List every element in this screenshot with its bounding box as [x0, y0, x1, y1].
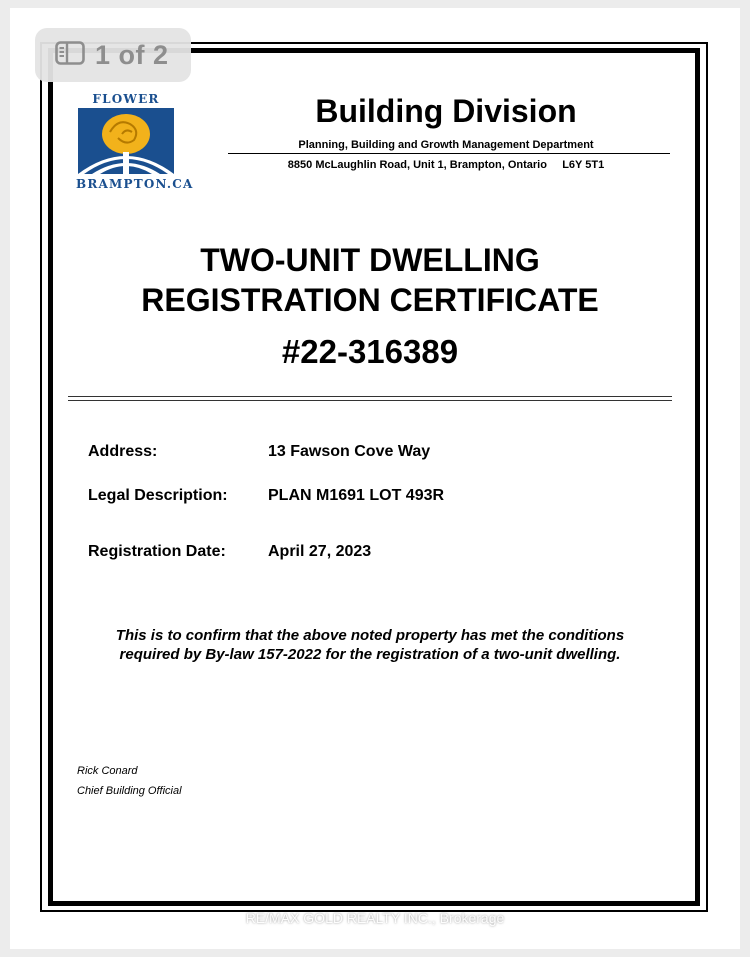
brampton-logo: [76, 92, 194, 192]
certificate-title: [60, 240, 680, 320]
certificate-number: #22-316389: [281, 333, 459, 370]
confirmation-line1: This is to confirm that the above noted property has met the conditions: [115, 627, 625, 644]
legal-description-value: PLAN M1691 LOT 493R: [268, 487, 445, 504]
registration-date-label: Registration Date:: [88, 543, 226, 560]
header-address: 8850 McLaughlin Road, Unit 1, Brampton, Ontario L6Y 5T1: [287, 159, 605, 171]
address-value: 13 Fawson Cove Way: [268, 443, 431, 460]
certificate-title-line2: REGISTRATION CERTIFICATE: [141, 282, 599, 318]
confirmation-line2: required by By-law 157-2022 for the registration of a two-unit dwelling.: [119, 646, 621, 663]
address-label: Address:: [88, 443, 158, 460]
header-divider: [228, 153, 670, 154]
logo-top-text: FLOWER: [92, 92, 160, 106]
header-title: Building Division: [315, 93, 577, 129]
book-icon: [55, 41, 85, 70]
page-indicator[interactable]: [35, 28, 191, 82]
section-divider: [68, 396, 672, 401]
header-department: Planning, Building and Growth Management Department: [298, 139, 594, 151]
page-indicator-label: 1 of 2: [95, 39, 169, 70]
registration-date-value: April 27, 2023: [268, 543, 372, 560]
flower-emblem-icon: [78, 108, 174, 174]
signatory-name: Rick Conard: [77, 765, 138, 777]
brokerage-watermark: RE/MAX GOLD REALTY INC., Brokerage: [245, 910, 505, 926]
legal-description-label: Legal Description:: [88, 487, 228, 504]
logo-bottom-text: BRAMPTON.CA: [76, 177, 194, 191]
certificate-title-line1: TWO-UNIT DWELLING: [200, 242, 540, 278]
signatory-title: Chief Building Official: [77, 785, 182, 797]
confirmation-statement: [60, 626, 680, 664]
